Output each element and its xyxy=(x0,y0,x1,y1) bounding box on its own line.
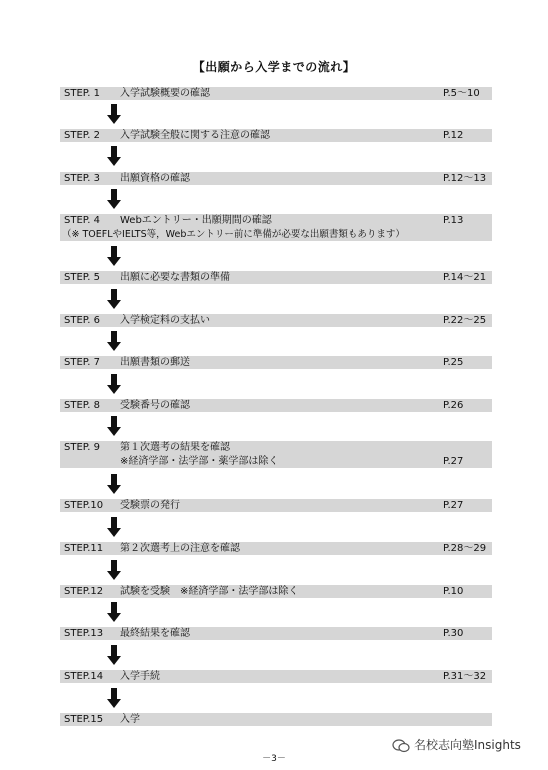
watermark xyxy=(392,736,521,753)
step-label: STEP. 5 xyxy=(64,272,100,283)
step-text: 出願書類の郵送 xyxy=(120,357,190,368)
down-arrow-icon xyxy=(107,517,121,537)
step-row xyxy=(60,314,492,327)
step-row xyxy=(60,399,492,412)
step-label: STEP.11 xyxy=(64,543,104,554)
step-row xyxy=(60,499,492,512)
down-arrow-icon xyxy=(107,289,121,309)
down-arrow-icon xyxy=(107,374,121,394)
step-label: STEP.12 xyxy=(64,586,104,597)
down-arrow-icon xyxy=(107,602,121,622)
step-label: STEP. 8 xyxy=(64,400,100,411)
step-page: P.27 xyxy=(443,456,464,467)
step-page: P.22～25 xyxy=(443,315,487,326)
step-text: 入学手続 xyxy=(120,671,160,682)
step-row xyxy=(60,87,492,100)
step-label: STEP. 6 xyxy=(64,315,100,326)
step-text: 入学検定料の支払い xyxy=(120,315,210,326)
page-title: 【出願から入学までの流れ】 xyxy=(192,60,356,74)
step-row xyxy=(60,670,492,683)
step-label: STEP.10 xyxy=(64,500,104,511)
step-note: （※ TOEFLやIELTS等，Webエントリー前に準備が必要な出願書類もあります） xyxy=(62,229,405,240)
step-row xyxy=(60,441,492,468)
step-page: P.28～29 xyxy=(443,543,487,554)
step-row xyxy=(60,271,492,284)
step-label: STEP. 1 xyxy=(64,88,100,99)
step-label: STEP.14 xyxy=(64,671,104,682)
step-row xyxy=(60,172,492,185)
step-row xyxy=(60,356,492,369)
wechat-icon xyxy=(392,739,410,753)
step-text: 入学 xyxy=(120,714,140,725)
step-label: STEP. 2 xyxy=(64,130,100,141)
step-page: P.12 xyxy=(443,130,464,141)
down-arrow-icon xyxy=(107,146,121,166)
step-label: STEP. 3 xyxy=(64,173,100,184)
down-arrow-icon xyxy=(107,331,121,351)
step-page: P.31～32 xyxy=(443,671,487,682)
step-row xyxy=(60,129,492,142)
down-arrow-icon xyxy=(107,474,121,494)
step-row xyxy=(60,585,492,598)
page-number: －3－ xyxy=(262,754,286,764)
step-text: 入学試験概要の確認 xyxy=(120,88,210,99)
step-text: 第２次選考上の注意を確認 xyxy=(120,543,240,554)
step-page: P.12～13 xyxy=(443,173,487,184)
step-label: STEP. 4 xyxy=(64,215,100,226)
step-text: 最終結果を確認 xyxy=(120,628,190,639)
step-row xyxy=(60,713,492,726)
down-arrow-icon xyxy=(107,189,121,209)
down-arrow-icon xyxy=(107,104,121,124)
down-arrow-icon xyxy=(107,560,121,580)
step-page: P.10 xyxy=(443,586,464,597)
step-page: P.14～21 xyxy=(443,272,487,283)
step-label: STEP.13 xyxy=(64,628,104,639)
down-arrow-icon xyxy=(107,688,121,708)
step-text: Webエントリー・出願期間の確認 xyxy=(120,215,272,226)
step-row xyxy=(60,214,492,241)
step-text: 受験番号の確認 xyxy=(120,400,190,411)
down-arrow-icon xyxy=(107,246,121,266)
step-page: P.27 xyxy=(443,500,464,511)
step-label: STEP. 9 xyxy=(64,442,100,453)
step-page: P.26 xyxy=(443,400,464,411)
step-text: 入学試験全般に関する注意の確認 xyxy=(120,130,270,141)
step-label: STEP. 7 xyxy=(64,357,100,368)
step-label: STEP.15 xyxy=(64,714,104,725)
down-arrow-icon xyxy=(107,645,121,665)
step-text: 受験票の発行 xyxy=(120,500,180,511)
watermark-text: 名校志向塾Insights xyxy=(414,738,521,752)
step-page: P.5～10 xyxy=(443,88,480,99)
step-text: 第１次選考の結果を確認 xyxy=(120,442,230,453)
step-text: 出願に必要な書類の準備 xyxy=(120,272,230,283)
step-page: P.30 xyxy=(443,628,464,639)
step-row xyxy=(60,542,492,555)
step-text: 出願資格の確認 xyxy=(120,173,190,184)
step-text: 試験を受験 ※経済学部・法学部は除く xyxy=(120,586,299,597)
step-page: P.13 xyxy=(443,215,464,226)
step-row xyxy=(60,627,492,640)
step-note: ※経済学部・法学部・薬学部は除く xyxy=(120,456,279,467)
step-page: P.25 xyxy=(443,357,464,368)
down-arrow-icon xyxy=(107,416,121,436)
